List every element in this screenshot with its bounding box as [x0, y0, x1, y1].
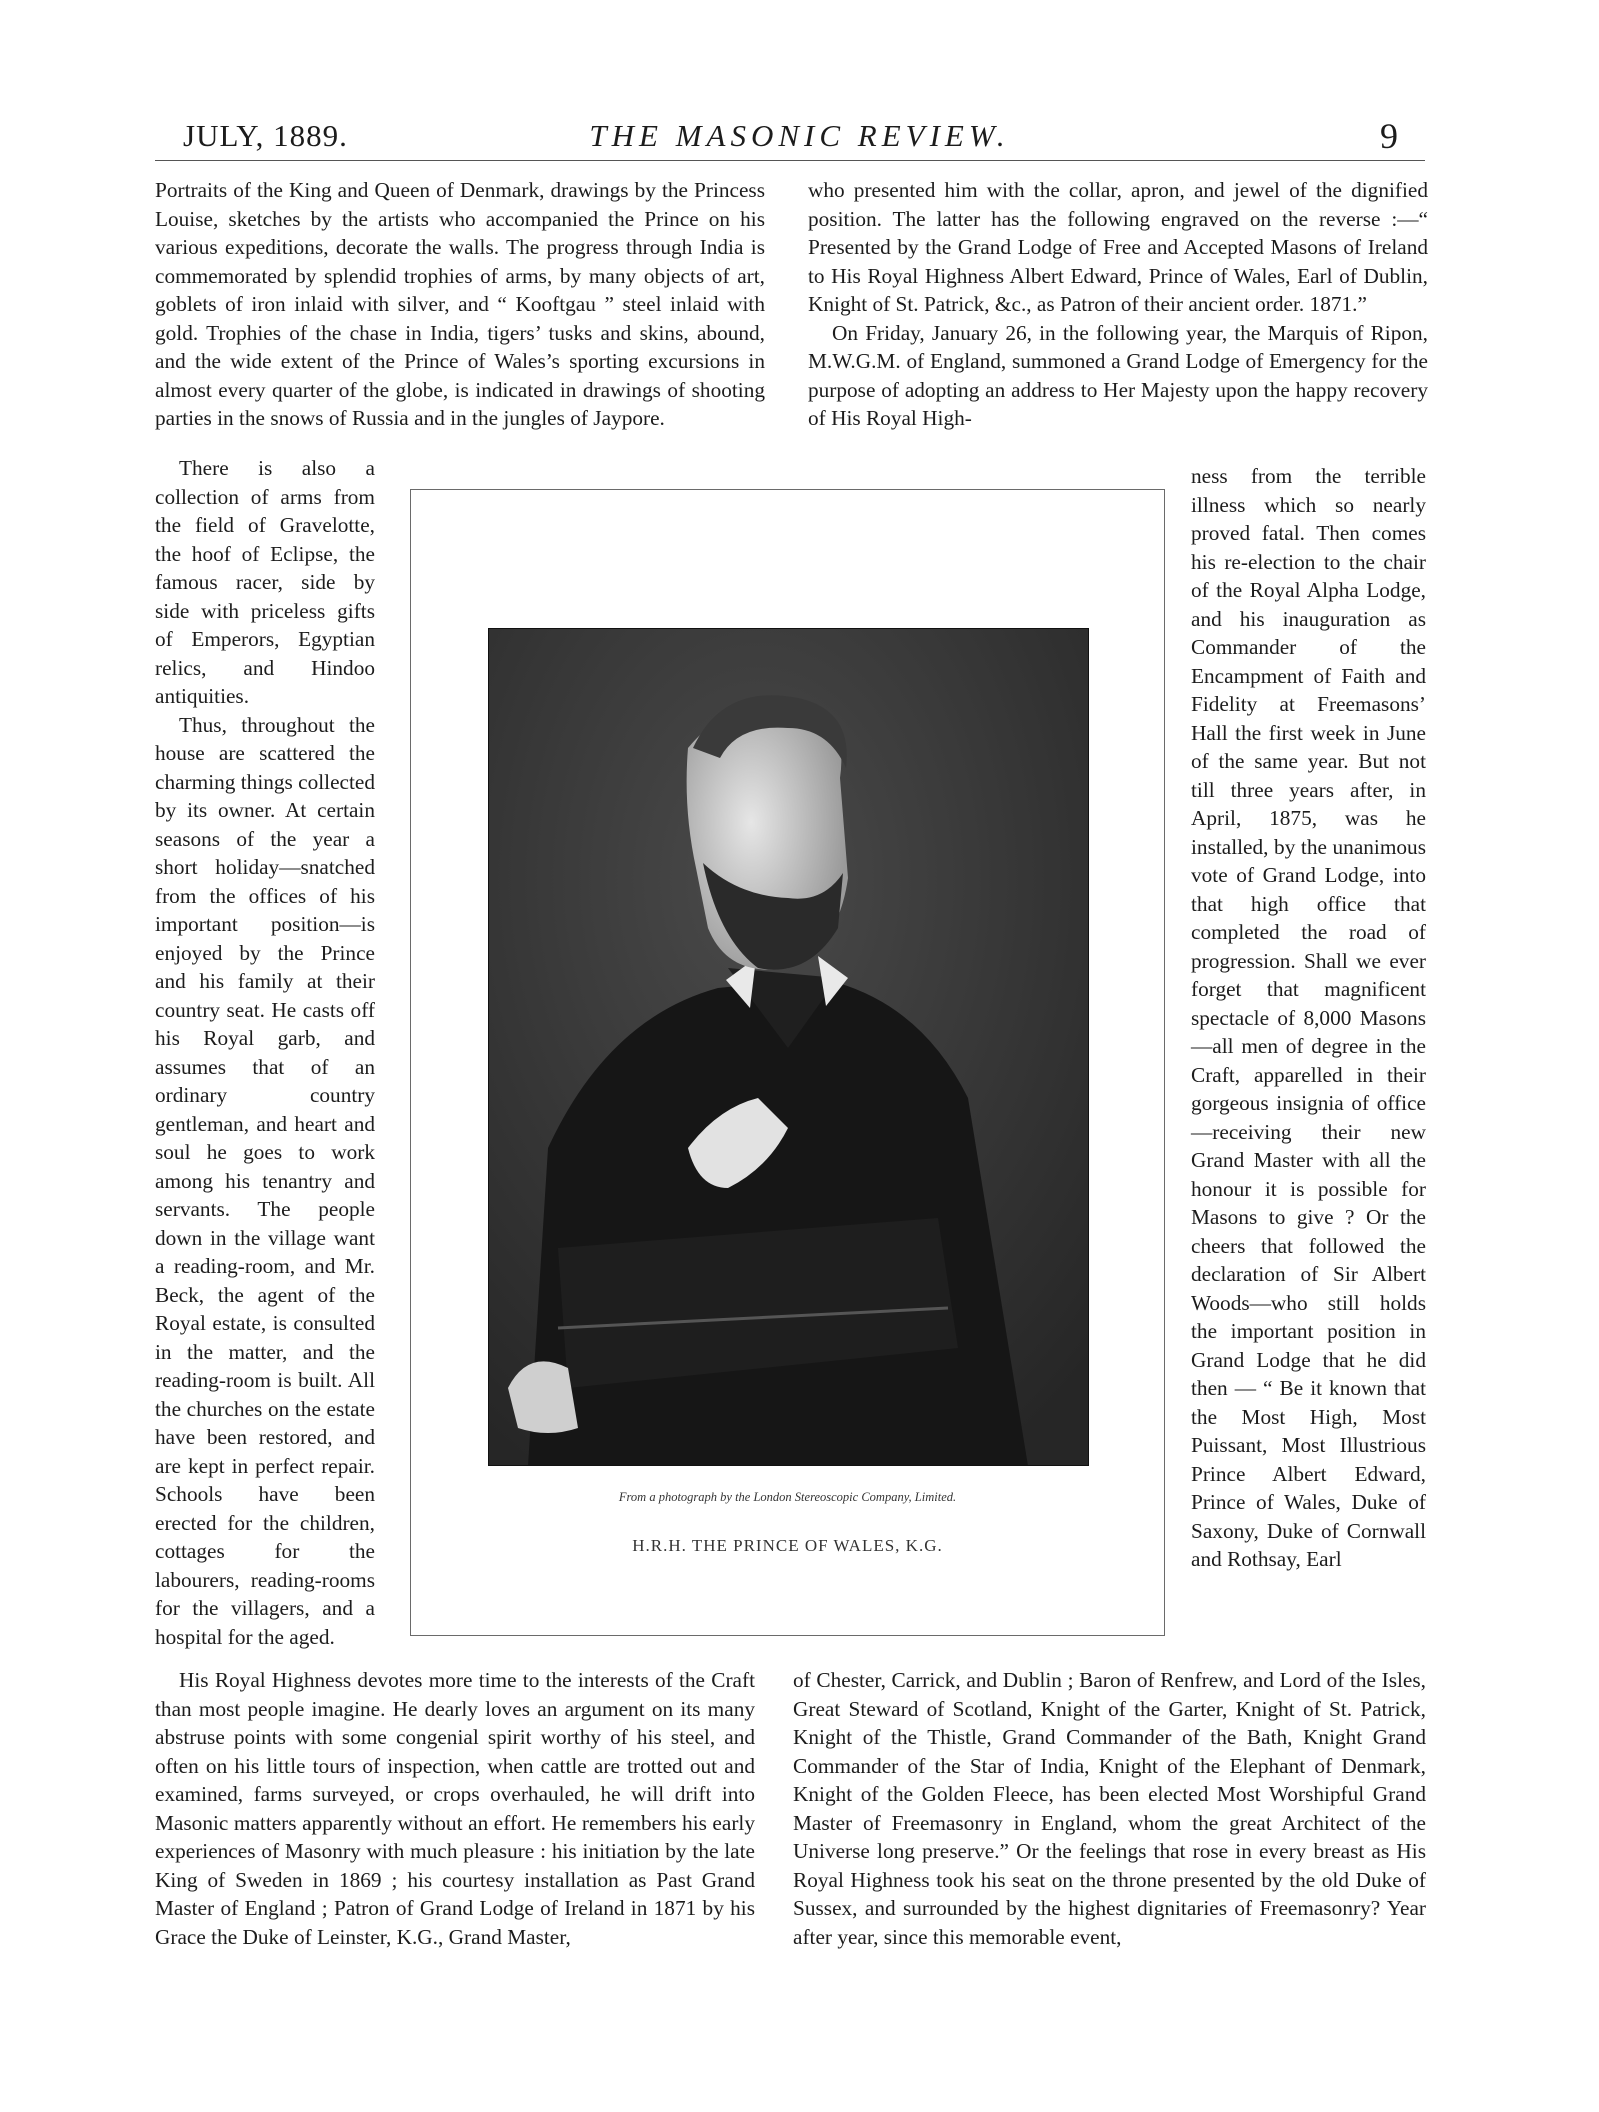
paragraph-collar-apron: who presented him with the collar, apron, and jewel of the dignified position. The latter has the following engraved on the reverse :—“ Presented by the Grand Lodge of Free and Accepted Masons of Ireland to His Royal Highness Albert Edward, Prince of Wales, Earl of Dublin, Knight of St. Patrick, &c., as Patron of their ancient order. 1871.” — [808, 178, 1428, 316]
paragraph-interests-of-craft: His Royal Highness devotes more time to the interests of the Craft than most people imagine. He dearly loves an argument on its many abstruse points with some congenial spirit worthy of his steel, and often on his little tours of inspection, when cattle are trotted out and examined, farms surveyed, or crops overhauled, he will drift into Masonic matters apparently without an effort. He remembers his early experiences of Masonry with much pleasure : his initiation by the late King of Sweden in 1869 ; his courtesy installation as Past Grand Master of England ; Patron of Grand Lodge of Ireland in 1871 by his Grace the Duke of Leinster, K.G., Grand Master, — [155, 1668, 755, 1949]
article-left-column — [155, 454, 375, 1651]
article-right-column — [1191, 462, 1426, 1574]
article-bottom-left — [155, 1666, 755, 1951]
publication-title: THE MASONIC REVIEW. — [589, 118, 1010, 153]
page-number: 9 — [1380, 116, 1398, 156]
article-top-right — [808, 176, 1428, 433]
paragraph-re-election: ness from the terrible illness which so nearly proved fatal. Then comes his re-election to the chair of the Royal Alpha Lodge, and his inauguration as Commander of the Encampment of Faith and Fidelity at Freemasons’ Hall the first week in June of the same year. But not till three years after, in April, 1875, was he installed, by the unanimous vote of Grand Lodge, into that high office that completed the road of progression. Shall we ever forget that magnificent spectacle of 8,000 Masons —all men of degree in the Craft, apparelled in their gorgeous insignia of office—receiving their new Grand Master with all the honour it is possible for Masons to give ? Or the cheers that followed the declaration of Sir Albert Woods—who still holds the important position in Grand Lodge that he did then — “ Be it known that the Most High, Most Puissant, Most Illustrious Prince Albert Edward, Prince of Wales, Duke of Saxony, Duke of Cornwall and Rothsay, Earl — [1191, 464, 1426, 1571]
portrait-photograph — [488, 628, 1089, 1466]
paragraph-denmark-portraits: Portraits of the King and Queen of Denmark, drawings by the Princess Louise, sketches by the artists who accompanied the Prince on his various expeditions, decorate the walls. The progress through India is commemorated by splendid trophies of arms, by many objects of art, goblets of iron inlaid with silver, and “ Kooftgau ” steel inlaid with gold. Trophies of the chase in India, tigers’ tusks and skins, abound, and the wide extent of the Prince of Wales’s sporting excursions in almost every quarter of the globe, is indicated in drawings of shooting parties in the snows of Russia and in the jungles of Jaypore. — [155, 178, 765, 430]
article-top-left — [155, 176, 765, 433]
article-bottom-right — [793, 1666, 1426, 1951]
figure-caption: H.R.H. THE PRINCE OF WALES, K.G. — [632, 1536, 943, 1555]
portrait-illustration — [488, 628, 1089, 1466]
paragraph-arms-collection: There is also a collection of arms from the field of Gravelotte, the hoof of Eclipse, the famous racer, side by side with priceless gifts of Emperors, Egyptian relics, and Hindoo antiquities. — [155, 456, 375, 708]
paragraph-country-seat: Thus, throughout the house are scattered the charming things collected by its owner. At certain seasons of the year a short holiday—snatched from the offices of his important position—is enjoyed by the Prince and his family at their country seat. He casts off his Royal garb, and assumes that of an ordinary country gentleman, and heart and soul he goes to work among his tenantry and servants. The people down in the village want a reading-room, and Mr. Beck, the agent of the Royal estate, is consulted in the matter, and the reading-room is built. All the churches on the estate have been restored, and are kept in perfect repair. Schools have been erected for the children, cottages for the labourers, reading-rooms for the villagers, and a hospital for the aged. — [155, 712, 375, 1649]
issue-date: JULY, 1889. — [183, 118, 348, 153]
paragraph-titles-and-throne: of Chester, Carrick, and Dublin ; Baron of Renfrew, and Lord of the Isles, Great Steward of Scotland, Knight of the Garter, Knight of St. Patrick, Knight of the Thistle, Grand Commander of the Bath, Knight Grand Commander of the Star of India, Knight of the Elephant of Denmark, Knight of the Golden Fleece, has been elected Most Worshipful Grand Master of Freemasonry in England, whom the great Architect of the Universe long preserve.” Or the feelings that rose in every breast as His Royal Highness took his seat on the throne presented by the old Duke of Sussex, and surrounded by the highest dignitaries of Freemasonry? Year after year, since this memorable event, — [793, 1668, 1426, 1949]
paragraph-grand-lodge-emergency: On Friday, January 26, in the following year, the Marquis of Ripon, M.W.G.M. of England, summoned a Grand Lodge of Emergency for the purpose of adopting an address to Her Majesty upon the happy recovery of His Royal High- — [808, 320, 1428, 430]
photo-credit: From a photograph by the London Stereoscopic Company, Limited. — [618, 1490, 957, 1504]
header-rule — [155, 160, 1425, 161]
